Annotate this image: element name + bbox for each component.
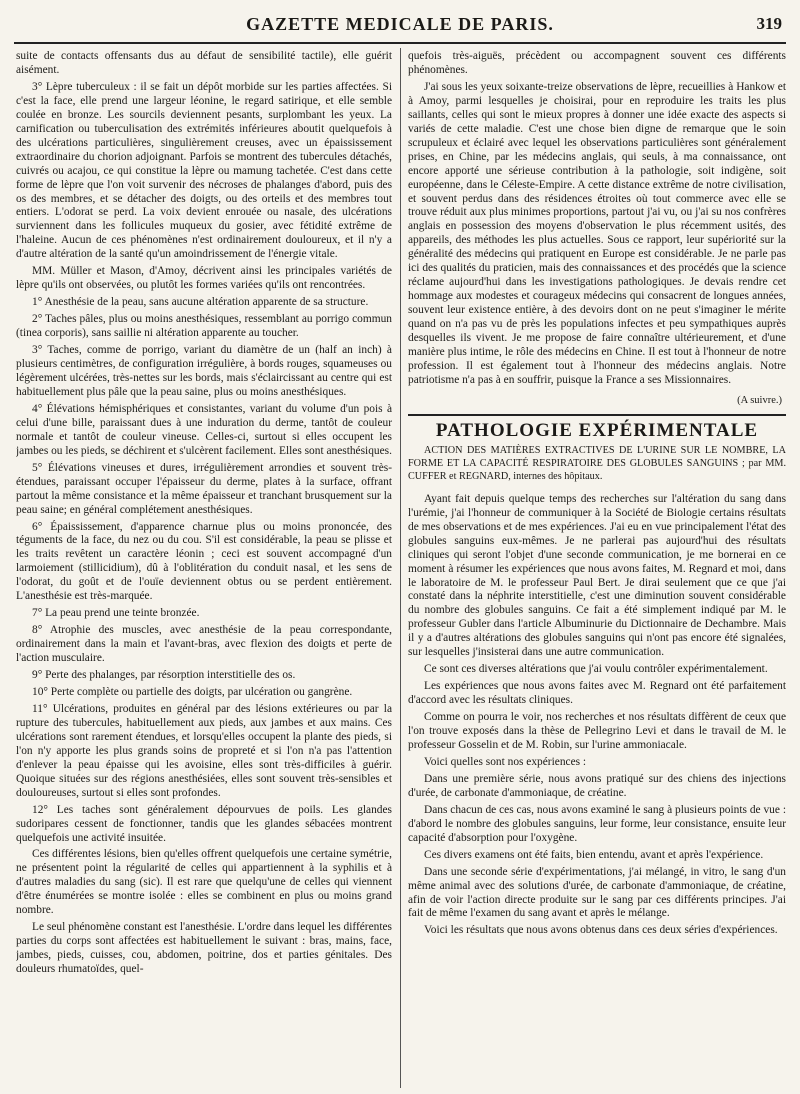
- paragraph: Ces divers examens ont été faits, bien entendu, avant et après l'expérience.: [424, 848, 764, 861]
- paragraph: 11° Ulcérations, produites en général par des lésions extérieures ou par la rupture des tubercules, habituellement aux pieds, aux jambes et aux mains. Ces ulcérations sont rarement étendues, et lorsqu'elles occupent la plante des pieds, si l'on n'y apporte les plus grands soins de propreté et si l'on n'a pas l'attention d'enlever la peau épaisse qui les avoisine, elles sont très-difficiles à guérir. Quoique situées sur des régions anesthésiées, elles sont souvent très-sensibles et douloureuses, surtout si elles sont profondes.: [16, 702, 392, 799]
- paragraph: 3° Lèpre tuberculeux : il se fait un dépôt morbide sur les parties affectées. Si c'est la face, elle prend une largeur léonine, le regard satirique, et elle semble coulée en bronze. Les sourcils deviennent pesants, surplombant les yeux. La carnification ou tuberculisation des extrémités inférieures aboutit quelquefois à des ulcérations particulières, singulièrement creuses, avec un épaississement extraordinaire du chorion adjoignant. Parfois se montrent des tubercules détachés, cuivrés ou acajou, ce qui constitue la lèpre ou mamung tachetée. C'est dans cette forme de lèpre que l'on voit survenir des nécroses de phalanges d'abord, puis des os des membres, et se détacher des doigts, ou des orteils et des membres tout entiers. L'odorat se perd. La voix devient enrouée ou nasale, des ulcérations surviennent dans les follicules muqueux du gosier, avec fétidité extrême de l'haleine. Aucun de ces phénomènes n'est ordinairement douloureux, et il n'y a d'autre altération de la santé qu'un amoindrissement de l'énergie vitale.: [16, 80, 392, 261]
- paragraph: 2° Taches pâles, plus ou moins anesthésiques, ressemblant au porrigo commun (tinea corporis), sans saillie ni altération apparente au toucher.: [16, 313, 392, 340]
- section-title: PATHOLOGIE EXPÉRIMENTALE: [435, 419, 759, 441]
- paragraph: Voici les résultats que nous avons obtenus dans ces deux séries d'expériences.: [424, 924, 778, 937]
- paragraph: 3° Taches, comme de porrigo, variant du diamètre de un (half an inch) à plusieurs centimètres, de configuration irrégulière, à bords rouges, squameuses ou légèrement ulcérées, très-nettes sur les bords, mais s'éclaircissant au centre qui est habituellement plus pâle que la peau saine, plus ou moins anesthésiques.: [16, 344, 392, 398]
- section-rule: [408, 414, 786, 416]
- paragraph: Ayant fait depuis quelque temps des recherches sur l'altération du sang dans l'urémie, j'ai l'honneur de communiquer à la Société de Biologie certains résultats de mes observations et de mes expériences. J'ai eu en vue principalement l'état des globules sanguins eux-mêmes. Je ne parlerai pas aujourd'hui des résultats cliniques qui seront l'objet d'une seconde communication, je me bornerai en ce moment à résumer les expériences que nous avons faites, M. Regnard et moi, dans le laboratoire de M. le professeur Paul Bert. Je dirai seulement que ce que j'ai constaté dans la néphrite interstitielle, c'est une diminution souvent considérable du nombre des globules sanguins. Ce fait a été simplement indiqué par M. le professeur Gubler dans l'article Albuminurie du Dictionnaire de Dechambre. Mais il y a d'autres altérations des globules sanguins qui n'ont pas encore été signalées, sur lesquelles j'insisterai dans une autre communication.: [408, 492, 786, 659]
- paragraph: quefois très-aiguës, précèdent ou accompagnent souvent ces différents phénomènes.: [408, 50, 786, 76]
- left-column: [16, 50, 392, 1088]
- paragraph: Les expériences que nous avons faites avec M. Regnard ont été parfaitement d'accord avec les résultats cliniques.: [408, 680, 786, 707]
- paragraph: 6° Épaississement, d'apparence charnue plus ou moins prononcée, des téguments de la face, du nez ou du cou. S'il est considérable, la peau se plisse et les traits revêtent un caractère léonin ; ceci est souvent accompagné d'un larmoiement (stillicidium), dû à l'oblitération du conduit nasal, et les sens de l'odorat, du goût et de l'ouïe deviennent obtus ou se perdent entièrement. L'anesthésie est très-marquée.: [16, 520, 392, 603]
- column-divider: [400, 48, 401, 1088]
- paragraph: 8° Atrophie des muscles, avec anesthésie de la peau correspondante, ordinairement dans la main et l'avant-bras, avec flexion des doigts et perte de l'action musculaire.: [16, 624, 392, 665]
- paragraph: Le seul phénomène constant est l'anesthésie. L'ordre dans lequel les différentes parties du corps sont affectées est habituellement le suivant : bras, mains, face, jambes, pieds, cuisses, cou, abdomen, poitrine, dos et parties génitales. Des douleurs rhumatoïdes, quel-: [16, 921, 392, 976]
- paragraph: suite de contacts offensants dus au défaut de sensibilité tactile), elle guérit aisément.: [16, 50, 392, 76]
- to-be-continued: (A suivre.): [737, 394, 782, 406]
- paragraph: 1° Anesthésie de la peau, sans aucune altération apparente de sa structure.: [32, 296, 369, 309]
- paragraph: 12° Les taches sont généralement dépourvues de poils. Les glandes sudoripares cessent de fonctionner, tandis que les glandes sébacées montrent quelquefois une activité insuitée.: [16, 803, 392, 844]
- paragraph: MM. Müller et Mason, d'Amoy, décrivent ainsi les principales variétés de lèpre qu'ils ont observées, ou plutôt les formes variées qu'ils ont rencontrées.: [16, 265, 392, 292]
- paragraph: 7° La peau prend une teinte bronzée.: [32, 607, 200, 620]
- paragraph: Dans chacun de ces cas, nous avons examiné le sang à plusieurs points de vue : d'abord le nombre des globules sanguins, leur forme, leur consistance, ensuite leur capacité d'absorption pour l'oxygène.: [408, 803, 786, 844]
- journal-title: GAZETTE MEDICALE DE PARIS.: [246, 14, 554, 34]
- paragraph: 5° Élévations vineuses et dures, irrégulièrement arrondies et souvent très-étendues, paraissant occuper l'épaisseur du derme, plates à la surface, offrant partout la même consistance et la même épaisseur et tranchant brusquement sur la peau saine; en général complétement anesthésiques.: [16, 461, 392, 516]
- right-column: [408, 50, 786, 1088]
- paragraph: J'ai sous les yeux soixante-treize observations de lèpre, recueillies à Hankow et à Amoy, parmi lesquelles je choisirai, pour en reproduire les traits les plus saillants, celles qui sont le mieux propres à donner une idée exacte des aspects si variés de cette maladie. C'est une chose bien digne de remarque que le soin scrupuleux et éclairé avec lequel les observations particulières sont généralement prises, en Chine, par les médecins anglais, qui seuls, à ma connaissance, ont encore apporté une sérieuse contribution à la pathologie, soit indigène, soit européenne, dans le Céleste-Empire. A cette distance extrême de notre civilisation, et souvent perdus dans des résidences étroites où tout commerce avec elle se trouve réduit aux plus minimes proportions, partout j'ai vu, ou j'ai su nos confrères anglais en possession des moyens d'observation le plus récemment usités, des appareils, des méthodes les plus actuelles. Sous ce rapport, leur supériorité sur la généralité des médecins qui pratiquent en Europe est considérable. Je ne parle pas ici des qualités du praticien, mais des connaissances et des procédés que la science réclame aujourd'hui dans les investigations pathologiques. Je devais rendre cet hommage aux modestes et courageux médecins qui consacrent de longues années, souvent leur existence entière, à des devoirs dont on ne peut s'imaginer le mérite quand on n'a pas vu de près les populations infectes et peu sympathiques auprès desquelles ils vivent. Je me propose de faire connaître ultérieurement, et d'une manière plus intime, le rôle des médecins en Chine. Il est tout à l'honneur de notre profession. Il est également tout à l'honneur des médecins anglais. Notre patriotisme n'a pas à en souffrir, puisque la France a ses Missionnaires.: [408, 80, 786, 386]
- page-number: 319: [756, 14, 782, 33]
- paragraph: Dans une première série, nous avons pratiqué sur des chiens des injections d'urée, de carbonate d'ammoniaque, de créatine.: [408, 772, 786, 799]
- paragraph: Ces différentes lésions, bien qu'elles offrent quelquefois une certaine symétrie, ne présentent point la régularité de celles qui appartiennent à la syphilis et à d'autres maladies du sang (sic). Il est rare que quelqu'une de celles qui viennent d'être énumérées se montre isolée : elles se combinent en plus ou moins grand nombre.: [16, 848, 392, 917]
- masthead: [14, 8, 786, 44]
- paragraph: Comme on pourra le voir, nos recherches et nos résultats diffèrent de ceux que l'on trouve exposés dans la thèse de Pellegrino Levi et dans le travail de M. le professeur Gosselin et de M. Robin, sur l'urine ammoniacale.: [408, 711, 786, 751]
- paragraph: Voici quelles sont nos expériences :: [424, 755, 587, 768]
- article-heading: ACTION DES MATIÈRES EXTRACTIVES DE L'URINE SUR LE NOMBRE, LA FORME ET LA CAPACITÉ RESPIRATOIRE DES GLOBULES SANGUINS ; par MM. CUFFER et REGNARD, internes des hôpitaux.: [408, 444, 786, 482]
- paragraph: Dans une seconde série d'expérimentations, j'ai mélangé, in vitro, le sang d'un même animal avec des solutions d'urée, de carbonate d'ammoniaque, de créatine, afin de voir l'action directe produite sur le sang par ces différents principes. J'ai fait de même l'examen du sang avant et après le mélange.: [408, 865, 786, 920]
- paragraph: 9° Perte des phalanges, par résorption interstitielle des os.: [32, 669, 296, 682]
- paragraph: 10° Perte complète ou partielle des doigts, par ulcération ou gangrène.: [32, 685, 353, 698]
- paragraph: Ce sont ces diverses altérations que j'ai voulu contrôler expérimentalement.: [424, 663, 768, 676]
- paragraph: 4° Élévations hémisphériques et consistantes, variant du volume d'un pois à celui d'une bille, paraissant dues à une induration du derme, tantôt de couleur normale et tantôt de couleur vineuse. Celles-ci, surtout si elles occupent les jambes ou les pieds, se déchirent et s'ulcèrent facilement. Elles sont anesthésiques.: [16, 402, 392, 457]
